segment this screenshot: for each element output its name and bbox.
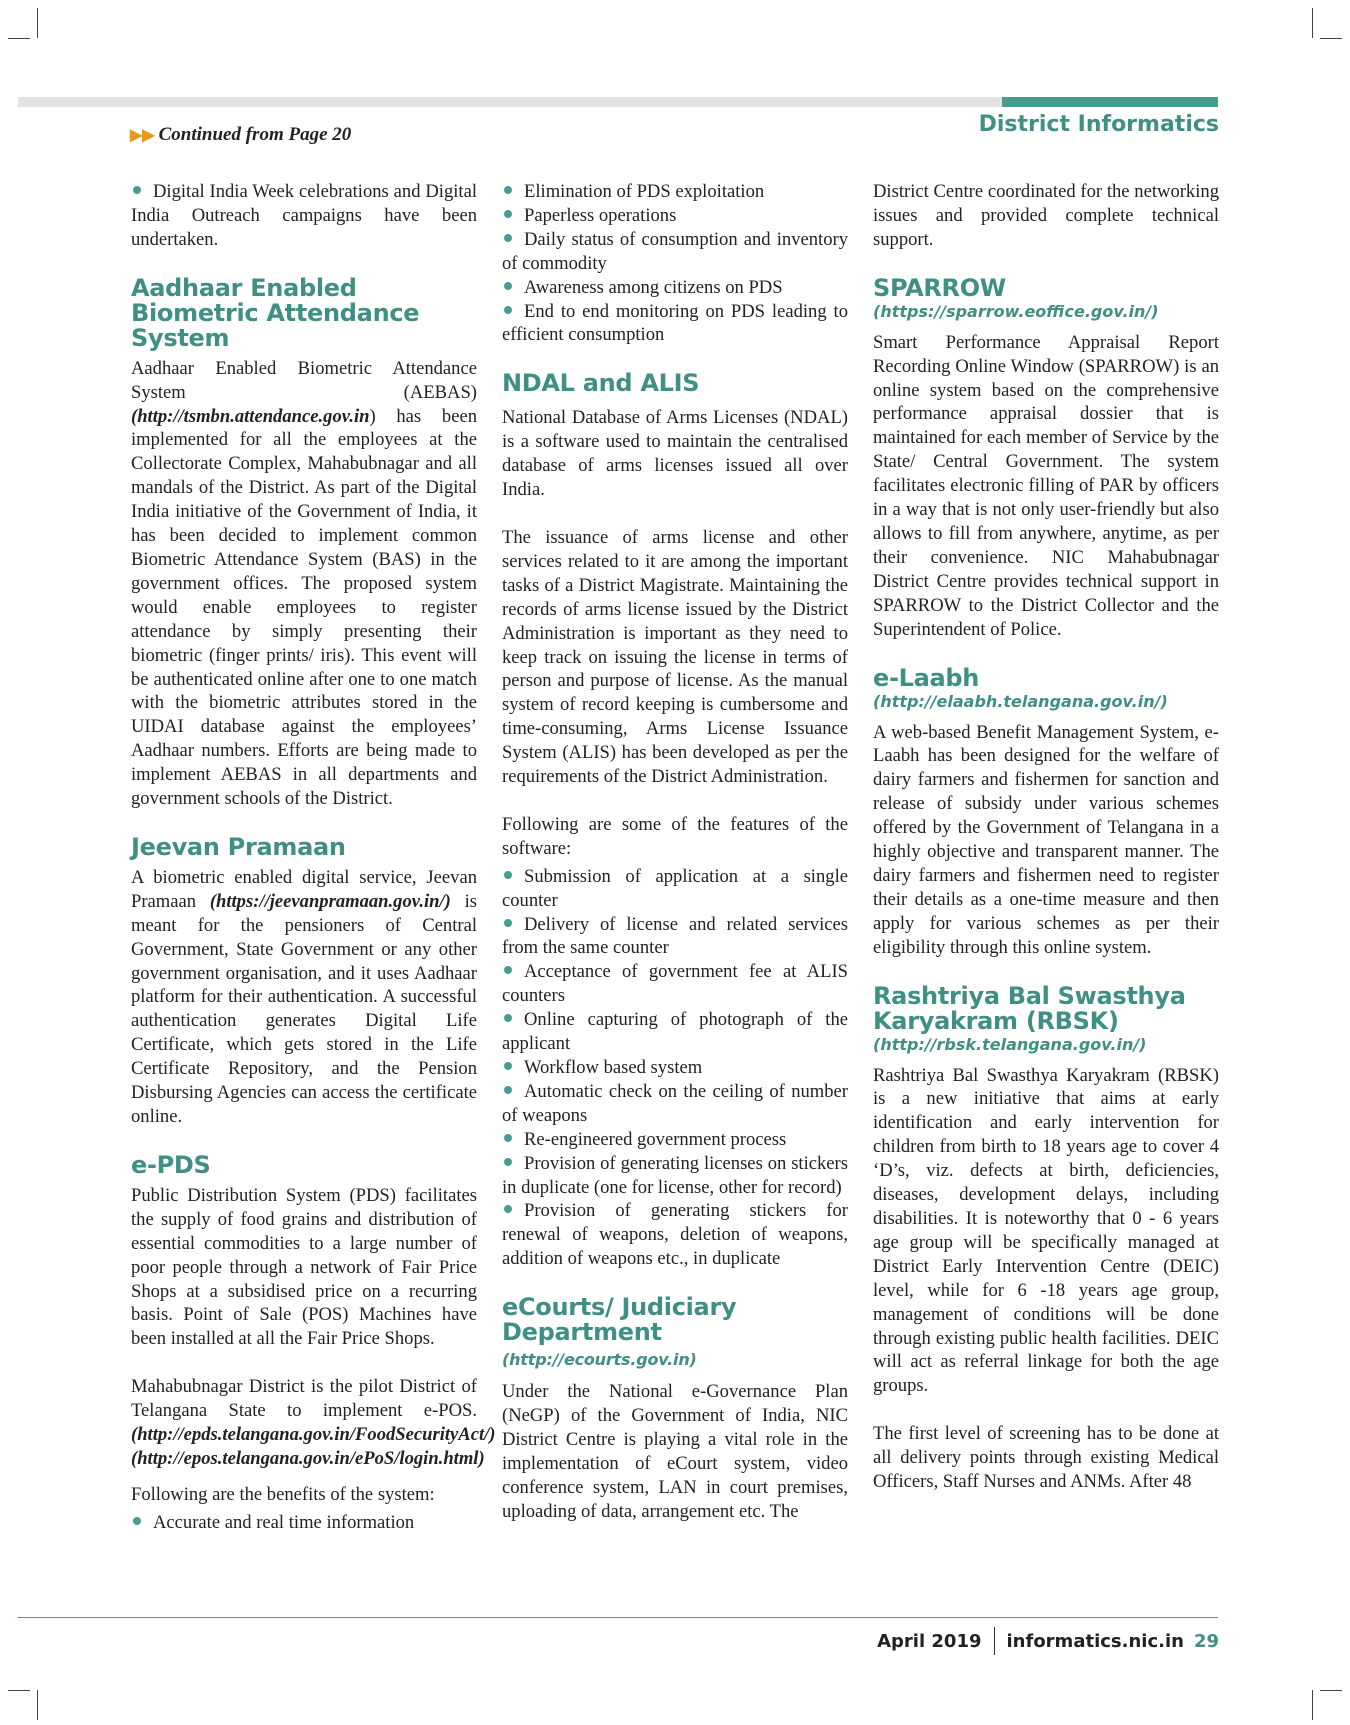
link-rbsk[interactable]: (http://rbsk.telangana.gov.in/) xyxy=(873,1034,1147,1054)
bullet-icon xyxy=(504,871,512,879)
link-aebas[interactable]: (http://tsmbn.attendance.gov.in xyxy=(131,405,370,427)
list-item: Daily status of consumption and inventory of commodity xyxy=(502,228,848,274)
list-item: Provision of generating stickers for renewal of weapons, deletion of weapons, addition of weapons etc., in duplicate xyxy=(502,1200,848,1270)
list-item: Workflow based system xyxy=(502,1056,848,1080)
link-epos[interactable]: (http://epds.telangana.gov.in/FoodSecurityAct/) (http://epos.telangana.gov.in/ePoS/login.html) xyxy=(131,1424,496,1469)
bullet-icon xyxy=(504,1086,512,1094)
crop-mark xyxy=(1320,1690,1342,1691)
list-item: Elimination of PDS exploitation xyxy=(502,180,848,204)
paragraph-aebas: Aadhaar Enabled Biometric Attendance System (AEBAS) (http://tsmbn.attendance.gov.in) has been implemented for all the employees at the Collectorate Complex, Mahabubnagar and all mandals of the District. As part of the Digital India initiative of the Government of India, it has been decided to implement common Biometric Attendance System (BAS) in the government offices. The proposed system would enable employees to register attendance by simply presenting their biometric (finger prints/ iris). This event will be authenticated online after one to one match with the biometric attributes stored in the UIDAI database against the employees’ Aadhaar numbers. Efforts are being made to implement AEBAS in all departments and government schools of the District. xyxy=(131,357,477,810)
crop-mark xyxy=(37,8,38,38)
list-item: Automatic check on the ceiling of number of weapons xyxy=(502,1080,848,1126)
paragraph-sparrow: Smart Performance Appraisal Report Recording Online Window (SPARROW) is an online system based on the comprehensive performance appraisal dossier that is maintained for each member of Service by the State/ Central Government. The system facilitates electronic filling of PAR by officers in a way that is not only user-friendly but also allows to fill from anywhere, anytime, as per their convenience. NIC Mahabubnagar District Centre provides technical support in SPARROW to the District Collector and the Superintendent of Police. xyxy=(873,331,1219,640)
heading-jeevan-pramaan: Jeevan Pramaan xyxy=(131,832,346,861)
paragraph-elaabh: A web-based Benefit Management System, e-Laabh has been designed for the welfare of dairy farmers and fishermen for sanction and release of subsidy under various schemes offered by the Government of Telangana in a highly objective and transparent manner. The dairy farmers and fishermen need to register their details as a one-time measure and then apply for various schemes as per their eligibility through this online system. xyxy=(873,721,1219,958)
bullet-icon xyxy=(504,306,512,314)
link-sparrow[interactable]: (https://sparrow.eoffice.gov.in/) xyxy=(873,301,1159,321)
list-item: Online capturing of photograph of the applicant xyxy=(502,1009,848,1055)
continued-text: Continued from Page 20 xyxy=(158,124,352,145)
heading-rbsk: Rashtriya Bal Swasthya Karyakram (RBSK) xyxy=(873,981,1186,1035)
paragraph-screening: The first level of screening has to be done at all delivery points through existing Medical Officers, Staff Nurses and ANMs. After 48 xyxy=(873,1423,1219,1493)
continued-note xyxy=(130,124,351,146)
link-ecourts[interactable]: (http://ecourts.gov.in) xyxy=(502,1350,697,1370)
header-accent-bar xyxy=(1002,97,1218,107)
list-item: Accurate and real time information xyxy=(131,1511,477,1535)
bullet-icon xyxy=(504,282,512,290)
section-title: District Informatics xyxy=(978,112,1219,137)
paragraph-jeevan-pramaan: A biometric enabled digital service, Jeevan Pramaan (https://jeevanpramaan.gov.in/) is meant for the pensioners of Central Government, State Government or any other government organisation, and it uses Aadhaar platform for their authentication. A successful authentication generates Digital Life Certificate, which gets stored in the Life Certificate Repository, and the Pension Disbursing Agencies can access the certificate online. xyxy=(131,866,477,1127)
bullet-icon xyxy=(133,186,141,194)
list-item: Acceptance of government fee at ALIS counters xyxy=(502,961,848,1007)
footer xyxy=(877,1627,1219,1655)
heading-ecourts: eCourts/ Judiciary Department (http://ecourts.gov.in) xyxy=(502,1293,737,1370)
column-2 xyxy=(502,180,848,1524)
site-name: informatics.nic.in xyxy=(1006,1630,1184,1652)
bullet-icon xyxy=(504,919,512,927)
bullet-icon xyxy=(504,966,512,974)
bullet-icon xyxy=(504,186,512,194)
paragraph-rbsk: Rashtriya Bal Swasthya Karyakram (RBSK) is a new initiative that aims at early identification and early intervention for children from birth to 18 years age to cover 4 ‘D’s, viz. defects at birth, deficiencies, diseases, development delays, including disabilities. It is noteworthy that 0 - 6 years age group will be specifically managed at District Early Intervention Centre (DEIC) level, while for 6 -18 years age group, management of conditions will be done through existing public health facilities. DEIC will act as referral linkage for both the age groups. xyxy=(873,1064,1219,1397)
double-arrow-icon: ▶▶ xyxy=(130,127,155,144)
crop-mark xyxy=(8,38,30,39)
page-number: 29 xyxy=(1193,1630,1219,1652)
paragraph-ndal: National Database of Arms Licenses (NDAL) is a software used to maintain the centralised database of arms licenses issued all over India. xyxy=(502,407,848,501)
bullet-icon xyxy=(504,1158,512,1166)
paragraph-alis: The issuance of arms license and other services related to it are among the important tasks of a District Magistrate. Maintaining the records of arms license issued by the District Administration is important as they need to keep track on issuing the license in terms of person and purpose of license. As the manual system of record keeping is cumbersome and time-consuming, Arms License Issuance System (ALIS) has been developed as per the requirements of the District Administration. xyxy=(502,526,848,788)
bullet-icon xyxy=(504,1014,512,1022)
bullet-icon xyxy=(504,1134,512,1142)
bullet-icon xyxy=(504,1062,512,1070)
bullet-icon xyxy=(504,234,512,242)
crop-mark xyxy=(37,1690,38,1720)
heading-epds: e-PDS xyxy=(131,1150,211,1179)
paragraph-ecourts: Under the National e-Governance Plan (NeGP) of the Government of India, NIC District Centre is playing a vital role in the implementation of eCourt system, video conference system, LAN in court premises, uploading of data, arrangement etc. The xyxy=(502,1381,848,1522)
heading-elaabh: e-Laabh xyxy=(873,663,980,692)
paragraph-benefits-intro: Following are the benefits of the system: xyxy=(131,1483,435,1505)
footer-divider xyxy=(994,1627,995,1655)
crop-mark xyxy=(1312,8,1313,38)
list-item: Submission of application at a single counter xyxy=(502,865,848,911)
paragraph-epos: Mahabubnagar District is the pilot District of Telangana State to implement e-POS. (http://epds.telangana.gov.in/FoodSecurityAct/) (http://epos.telangana.gov.in/ePoS/login.html) xyxy=(131,1376,496,1469)
list-item: Awareness among citizens on PDS xyxy=(502,276,848,300)
crop-mark xyxy=(8,1690,30,1691)
heading-aebas: Aadhaar Enabled Biometric Attendance System xyxy=(131,273,420,352)
footer-rule xyxy=(18,1617,1218,1618)
bullet-list xyxy=(131,180,477,252)
list-item: Paperless operations xyxy=(502,204,848,228)
bullet-icon xyxy=(504,1205,512,1213)
list-item: End to end monitoring on PDS leading to efficient consumption xyxy=(502,300,848,346)
bullet-list xyxy=(131,1511,477,1535)
list-item: Provision of generating licenses on stickers in duplicate (one for license, other for record) xyxy=(502,1152,848,1198)
heading-sparrow: SPARROW xyxy=(873,273,1006,302)
paragraph-continued: District Centre coordinated for the networking issues and provided complete technical support. xyxy=(873,181,1219,250)
bullet-list xyxy=(502,180,848,347)
list-item: Digital India Week celebrations and Digital India Outreach campaigns have been undertaken. xyxy=(131,181,477,250)
bullet-icon xyxy=(133,1517,141,1525)
list-item: Re-engineered government process xyxy=(502,1128,848,1152)
paragraph-epds: Public Distribution System (PDS) facilitates the supply of food grains and distribution of essential commodities to a large number of poor people through a network of Fair Price Shops at a subsidised price on a recurring basis. Point of Sale (POS) Machines have been installed at all the Fair Price Shops. xyxy=(131,1184,477,1350)
column-1 xyxy=(131,180,496,1535)
bullet-icon xyxy=(504,210,512,218)
heading-ndal-alis: NDAL and ALIS xyxy=(502,369,700,398)
link-elaabh[interactable]: (http://elaabh.telangana.gov.in/) xyxy=(873,691,1168,711)
paragraph-features-intro: Following are some of the features of the software: xyxy=(502,813,848,859)
features-list xyxy=(502,865,848,1271)
crop-mark xyxy=(1312,1690,1313,1720)
link-jeevan-pramaan[interactable]: (https://jeevanpramaan.gov.in/) xyxy=(209,890,451,912)
list-item: Delivery of license and related services from the same counter xyxy=(502,913,848,959)
crop-mark xyxy=(1320,38,1342,39)
issue-date: April 2019 xyxy=(877,1630,982,1652)
column-3 xyxy=(873,180,1219,1494)
